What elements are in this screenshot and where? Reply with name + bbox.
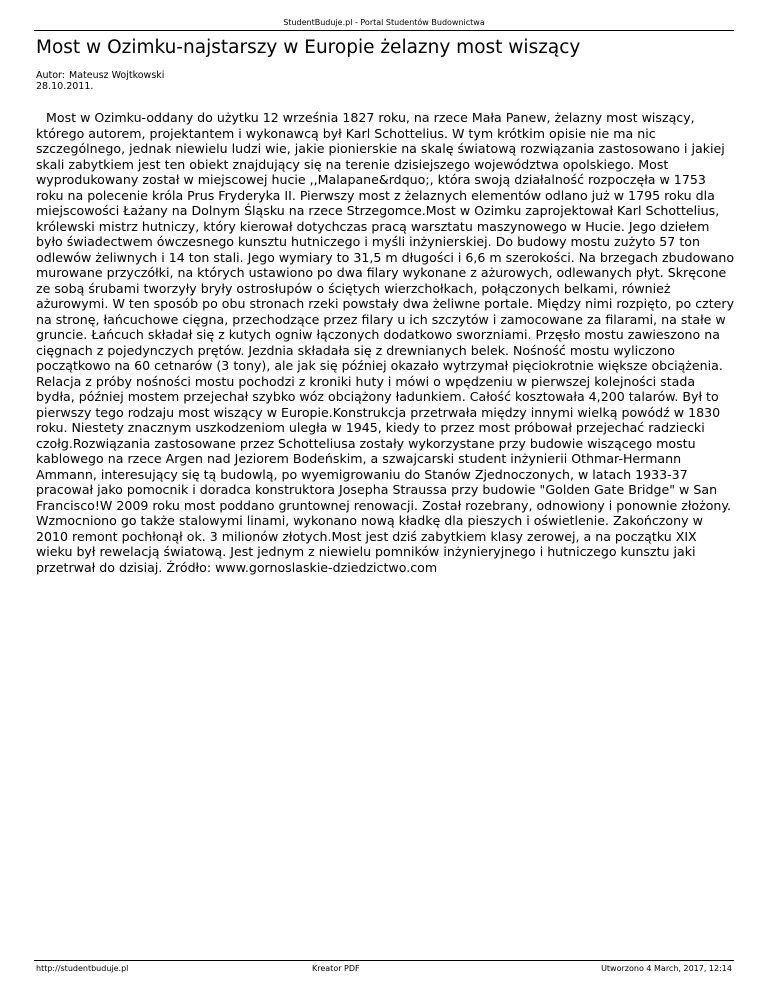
article-title: Most w Ozimku-najstarszy w Europie żelazny most wiszący: [36, 37, 581, 58]
footer-created-date: Utworzono 4 March, 2017, 12:14: [601, 964, 732, 973]
article-meta: [36, 70, 164, 92]
footer-generator: Kreator PDF: [312, 964, 360, 973]
page-footer: [34, 960, 734, 979]
site-title: StudentBuduje.pl - Portal Studentów Budownictwa: [283, 18, 485, 27]
author-label: Autor:: [36, 70, 65, 81]
article-date: 28.10.2011.: [36, 81, 94, 92]
page-header: [34, 10, 734, 31]
author-line: [36, 70, 164, 81]
author-name: Mateusz Wojtkowski: [69, 70, 165, 81]
footer-url-link[interactable]: http://studentbuduje.pl: [36, 964, 129, 973]
article-body: Most w Ozimku-oddany do użytku 12 września 1827 roku, na rzece Mała Panew, żelazny most wiszący, którego autorem, projektantem i wykonawcą był Karl Schottelius. W tym krótkim opisie nie ma nic szczególnego, jednak niewielu ludzi wie, jakie pionierskie na skalę światową rozwiązania zastosowano i jakiej skali zabytkiem jest ten obiekt znajdujący się na terenie dzisiejszego województwa opolskiego. Most wyprodukowany został w miejscowej hucie ,,Malapane&rdquo;, która swoją działalność rozpoczęła w 1753 roku na polecenie króla Prus Fryderyka II. Pierwszy most z żelaznych elementów odlano już w 1795 roku dla miejscowości Łażany na Dolnym Śląsku na rzece Strzegomce.Most w Ozimku zaprojektował Karl Schottelius, królewski mistrz hutniczy, który kierował dotychczas pracą warsztatu maszynowego w Hucie. Jego dziełem było świadectwem ówczesnego kunsztu hutniczego i myśli inżynierskiej. Do budowy mostu zużyto 57 ton odlewów żeliwnych i 14 ton stali. Jego wymiary to 31,5 m długości i 6,6 m szerokości. Na brzegach zbudowano murowane przyczółki, na których ustawiono po dwa filary wykonane z ażurowych, odlewanych płyt. Skręcone ze sobą śrubami tworzyły bryły ostrosłupów o ściętych wierzchołkach, połączonych belkami, również ażurowymi. W ten sposób po obu stronach rzeki powstały dwa żeliwne portale. Między nimi rozpięto, po cztery na stronę, łańcuchowe cięgna, przechodzące przez filary u ich szczytów i zamocowane za filarami, na stałe w gruncie. Łańcuch składał się z kutych ogniw łączonych dodatkowo sworzniami. Przęsło mostu zawieszono na cięgnach z pojedynczych prętów. Jezdnia składała się z drewnianych belek. Nośność mostu wyliczono początkowo na 60 cetnarów (3 tony), ale jak się później okazało wytrzymał pięciokrotnie większe obciążenia. Relacja z próby nośności mostu pochodzi z kroniki huty i mówi o wpędzeniu w pierwszej kolejności stada bydła, później mostem przejechał szybko wóz obciążony ładunkiem. Całość kosztowała 4,200 talarów. Był to pierwszy tego rodzaju most wiszący w Europie.Konstrukcja przetrwała między innymi wielką powódź w 1830 roku. Niestety znacznym uszkodzeniom uległa w 1945, kiedy to przez most próbował przejechać radziecki czołg.Rozwiązania zastosowane przez Schotteliusa zostały wykorzystane przy budowie wiszącego mostu kablowego na rzece Argen nad Jeziorem Bodeńskim, a szwajcarski student inżynierii Othmar-Hermann Ammann, interesujący się tą budowlą, po wyemigrowaniu do Stanów Zjednoczonych, w latach 1933-37 pracował jako pomocnik i doradca konstruktora Josepha Straussa przy budowie "Golden Gate Bridge" w San Francisco!W 2009 roku most poddano gruntownej renowacji. Został rozebrany, odnowiony i ponownie złożony. Wzmocniono go także stalowymi linami, wykonano nową kładkę dla pieszych i oświetlenie. Zakończony w 2010 remont pochłonął ok. 3 milionów złotych.Most jest dziś zabytkiem klasy zerowej, a na początku XIX wieku był rewelacją światową. Jest jednym z niewielu pomników inżynieryjnego i hutniczego kunsztu jaki przetrwał do dzisiaj. Źródło: www.gornoslaskie-dziedzictwo.com: [36, 110, 735, 575]
